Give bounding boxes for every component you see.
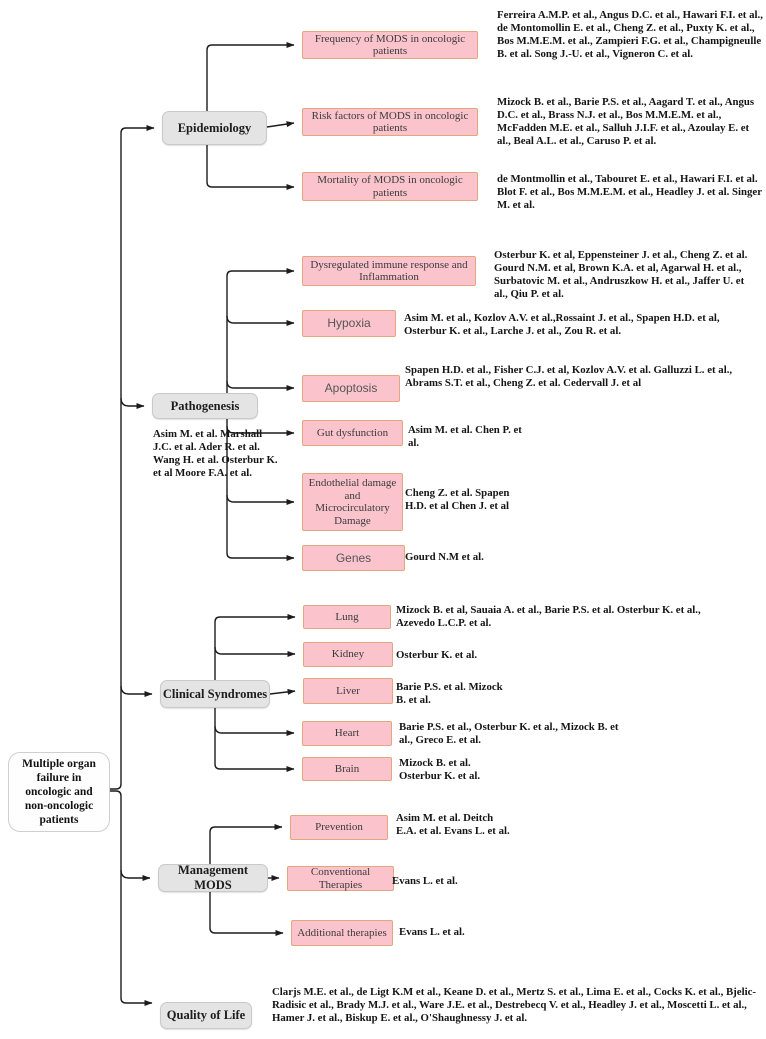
branch-node-quality-of-life: [160, 1002, 252, 1029]
branch-label: Pathogenesis: [170, 398, 240, 413]
topic-node-gut-dysfunction: [302, 420, 403, 446]
topic-node-genes: [302, 545, 405, 571]
branch-label: Quality of Life: [166, 1008, 246, 1022]
branch-label: Management MODS: [177, 863, 249, 892]
citations-hypoxia: Asim M. et al., Kozlov A.V. et al.,Rossaint J. et al., Spapen H.D. et al, Osterbur K. et al., Larche J. et al., Zou R. et al.: [404, 312, 720, 337]
citations-gut-dysfunction: Asim M. et al. Chen P. et al.: [408, 424, 522, 449]
citations-apoptosis: Spapen H.D. et al., Fisher C.J. et al, Kozlov A.V. et al. Galluzzi L. et al., Abrams S.T. et al., Cheng Z. et al. Cedervall J. et al: [405, 364, 733, 389]
topic-label: Heart: [334, 727, 360, 740]
topic-label: Lung: [335, 610, 359, 623]
citations-dysregulated-immune: Osterbur K. et al, Eppensteiner J. et al., Cheng Z. et al. Gourd N.M. et al, Brown K.A. et al, Agarwal H. et al., Surbatovic M. et al., Andruszkow H. et al., Jaffer U. et al., Qiu P. et al.: [494, 249, 748, 300]
topic-node-dysregulated-immune: [302, 256, 476, 286]
topic-node-apoptosis: [302, 375, 400, 402]
topic-node-conventional-therapies: [287, 866, 394, 891]
citations-heart: Barie P.S. et al., Osterbur K. et al., Mizock B. et al., Greco E. et al.: [399, 721, 619, 746]
citations-conventional-therapies: Evans L. et al.: [392, 875, 458, 887]
topic-label: Conventional Therapies: [310, 866, 371, 891]
topic-node-additional-therapies: [291, 920, 393, 946]
topic-node-mortality: [302, 172, 478, 201]
citations-mortality: de Montmollin et al., Tabouret E. et al., Hawari F.I. et al. Blot F. et al., Bos M.M.E.M. et al., Headley J. et al. Singer M. et al.: [497, 173, 762, 211]
citations-endothelial-damage: Cheng Z. et al. Spapen H.D. et al Chen J. et al: [405, 487, 510, 512]
topic-label: Liver: [336, 684, 360, 697]
topic-label: Gut dysfunction: [316, 426, 389, 439]
topic-label: Frequency of MODS in oncologic patients: [314, 32, 466, 57]
topic-node-endothelial-damage: [302, 473, 403, 531]
topic-node-kidney: [303, 642, 393, 667]
citations-pathogenesis-side: Asim M. et al. Marshall J.C. et al. Ader R. et al. Wang H. et al. Osterbur K. et al Moore F.A. et al.: [153, 428, 278, 479]
citations-lung: Mizock B. et al, Sauaia A. et al., Barie P.S. et al. Osterbur K. et al., Azevedo L.C.P. et al.: [396, 604, 701, 629]
citations-additional-therapies: Evans L. et al.: [399, 926, 465, 938]
topic-node-heart: [302, 721, 392, 746]
topic-node-risk-factors: [302, 108, 478, 136]
root-node: [8, 752, 110, 832]
branch-node-management-mods: [158, 864, 268, 892]
citations-liver: Barie P.S. et al. Mizock B. et al.: [396, 681, 503, 706]
topic-label: Endothelial damage and Microcirculatory Damage: [308, 477, 397, 527]
citations-prevention: Asim M. et al. Deitch E.A. et al. Evans L. et al.: [396, 812, 510, 837]
topic-node-hypoxia: [302, 310, 396, 337]
citations-risk-factors: Mizock B. et al., Barie P.S. et al., Aagard T. et al., Angus D.C. et al., Brass N.J. et al., Bos M.M.E.M. et al., McFadden M.E. et al., Salluh J.I.F. et al., Azoulay E. et al., Beal A.L. et al., Caruso P. et al.: [497, 96, 755, 147]
topic-node-lung: [303, 605, 391, 629]
citations-genes: Gourd N.M et al.: [405, 551, 484, 563]
branch-node-pathogenesis: [152, 393, 258, 419]
topic-label: Prevention: [315, 821, 363, 834]
branch-label: Epidemiology: [177, 120, 252, 135]
branch-label: Clinical Syndromes: [162, 686, 268, 701]
topic-label: Hypoxia: [327, 316, 371, 331]
topic-node-frequency: [302, 31, 478, 59]
topic-label: Kidney: [331, 648, 365, 661]
topic-label: Brain: [334, 762, 360, 775]
citations-quality-of-life: Clarjs M.E. et al., de Ligt K.M et al., Keane D. et al., Mertz S. et al., Lima E. et al., Cocks K. et al., Bjelic-Radisic et al., Brady M.J. et al., Ware J.E. et al., Destrebecq V. et al., Headley J. et al., Moscetti L. et al., Hamer J. et al., Biskup E. et al., O'Shaughnessy J. et al.: [272, 986, 756, 1024]
topic-label: Additional therapies: [297, 926, 387, 939]
branch-node-clinical-syndromes: [160, 680, 270, 708]
topic-node-prevention: [290, 815, 388, 840]
topic-label: Genes: [335, 550, 372, 565]
citations-brain: Mizock B. et al. Osterbur K. et al.: [399, 757, 481, 782]
root-node-label: Multiple organ failure in oncologic and non-oncologic patients: [22, 758, 96, 826]
topic-label: Risk factors of MODS in oncologic patients: [311, 109, 469, 134]
topic-label: Dysregulated immune response and Inflammation: [310, 258, 468, 283]
citations-kidney: Osterbur K. et al.: [396, 649, 478, 661]
branch-node-epidemiology: [162, 111, 267, 145]
topic-label: Mortality of MODS in oncologic patients: [317, 174, 463, 199]
topic-label: Apoptosis: [324, 381, 378, 396]
topic-node-brain: [302, 757, 392, 781]
topic-node-liver: [303, 678, 393, 704]
citations-frequency: Ferreira A.M.P. et al., Angus D.C. et al., Hawari F.I. et al., de Montomollin E. et al., Cheng Z. et al., Puxty K. et al., Bos M.M.E.M. et al., Zampieri F.G. et al., Champigneulle B. et al. Song J.-U. et al., Vigneron C. et al.: [497, 9, 763, 60]
